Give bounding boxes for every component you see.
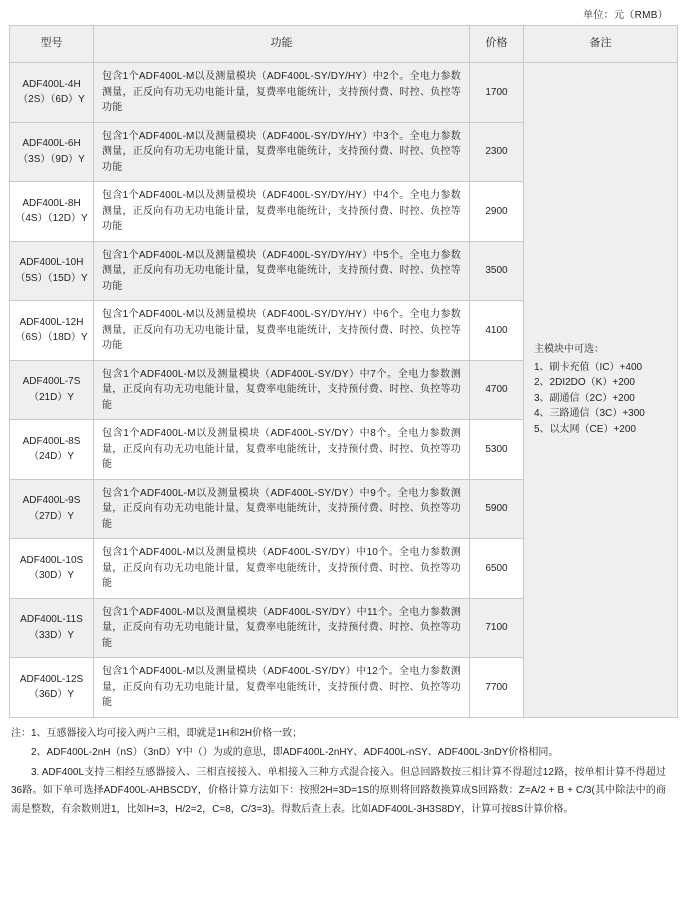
table-row (10, 63, 678, 123)
cell-function: 包含1个ADF400L-M以及测量模块（ADF400L-SY/DY）中10个。全电力参数测量，正反向有功无功电能计量，复费率电能统计，支持预付费、时控、负控等功能 (94, 539, 470, 599)
model-code: ADF400L-6H (22, 138, 81, 150)
cell-model (10, 241, 94, 301)
cell-function: 包含1个ADF400L-M以及测量模块（ADF400L-SY/DY）中12个。全电力参数测量，正反向有功无功电能计量，复费率电能统计，支持预付费、时控、负控等功能 (94, 658, 470, 718)
note-option: 5、以太网（CE）+200 (534, 423, 636, 435)
cell-model (10, 658, 94, 718)
model-code: ADF400L-10H (19, 257, 84, 269)
model-variant: （27D）Y (28, 510, 74, 522)
column-header-price: 价格 (470, 26, 524, 63)
cell-price: 7700 (470, 658, 524, 718)
pricing-table (9, 25, 678, 718)
cell-function: 包含1个ADF400L-M以及测量模块（ADF400L-SY/DY）中9个。全电力参数测量，正反向有功无功电能计量，复费率电能统计，支持预付费、时控、负控等功能 (94, 479, 470, 539)
cell-function: 包含1个ADF400L-M以及测量模块（ADF400L-SY/DY）中7个。全电力参数测量，正反向有功无功电能计量，复费率电能统计，支持预付费、时控、负控等功能 (94, 360, 470, 420)
cell-function: 包含1个ADF400L-M以及测量模块（ADF400L-SY/DY/HY）中6个。全电力参数测量，正反向有功无功电能计量，复费率电能统计，支持预付费、时控、负控等功能 (94, 301, 470, 361)
note-option: 2、2DI2DO（K）+200 (534, 377, 635, 389)
cell-function: 包含1个ADF400L-M以及测量模块（ADF400L-SY/DY）中8个。全电力参数测量，正反向有功无功电能计量，复费率电能统计，支持预付费、时控、负控等功能 (94, 420, 470, 480)
cell-price: 4100 (470, 301, 524, 361)
model-variant: （24D）Y (28, 451, 74, 463)
model-variant: （3S）（9D）Y (18, 153, 85, 165)
note-title: 主模块中可选： (534, 344, 604, 356)
model-code: ADF400L-7S (22, 376, 81, 388)
cell-model (10, 539, 94, 599)
cell-model (10, 301, 94, 361)
model-variant: （21D）Y (28, 391, 74, 403)
cell-price: 5300 (470, 420, 524, 480)
cell-function: 包含1个ADF400L-M以及测量模块（ADF400L-SY/DY/HY）中4个。全电力参数测量，正反向有功无功电能计量，复费率电能统计，支持预付费、时控、负控等功能 (94, 182, 470, 242)
cell-model (10, 182, 94, 242)
cell-note (524, 63, 678, 718)
model-code: ADF400L-4H (22, 78, 81, 90)
cell-price: 1700 (470, 63, 524, 123)
model-code: ADF400L-12S (19, 673, 84, 685)
model-variant: （6S）（18D）Y (15, 332, 88, 344)
model-variant: （5S）（15D）Y (15, 272, 88, 284)
model-code: ADF400L-12H (19, 316, 84, 328)
footnote-2: 2、ADF400L-2nH（nS）（3nD）Y中（）为或的意思，即ADF400L-2nHY、ADF400L-nSY、ADF400L-3nDY价格相同。 (31, 747, 559, 758)
cell-price: 2300 (470, 122, 524, 182)
column-header-model: 型号 (10, 26, 94, 63)
model-code: ADF400L-8H (22, 197, 81, 209)
model-code: ADF400L-9S (22, 495, 81, 507)
cell-model (10, 420, 94, 480)
table-body (10, 63, 678, 718)
cell-price: 6500 (470, 539, 524, 599)
cell-model (10, 598, 94, 658)
cell-model (10, 360, 94, 420)
footnote-3: 3. ADF400L支持三相经互感器接入、三相直接接入、单相接入三种方式混合接入。但总回路数按三相计算不得超过12路，按单相计算不得超过36路。如下单可选择ADF400L-AHBSCDY，价格计算方法如下：按照2H=3D=1S的原则将回路数换算成S回路数：Z=A/2 + B + C/3(其中除法中的商需是整数，有余数则进1，比如H=3，H/2=2，C=8，C/3=3)。得数后查上表。比如ADF400L-3H3S8DY，计算可按8S计算价格。 (11, 766, 666, 815)
model-variant: （33D）Y (28, 629, 74, 641)
cell-price: 7100 (470, 598, 524, 658)
note-option-list (534, 360, 667, 438)
table-header (10, 26, 678, 63)
cell-model (10, 63, 94, 123)
cell-price: 5900 (470, 479, 524, 539)
note-option: 4、三路通信（3C）+300 (534, 408, 645, 420)
note-option: 1、刷卡充值（IC）+400 (534, 361, 643, 373)
cell-function: 包含1个ADF400L-M以及测量模块（ADF400L-SY/DY/HY）中2个。全电力参数测量，正反向有功无功电能计量，复费率电能统计，支持预付费、时控、负控等功能 (94, 63, 470, 123)
column-header-note: 备注 (524, 26, 678, 63)
cell-model (10, 479, 94, 539)
model-code: ADF400L-10S (19, 554, 84, 566)
footnotes (6, 718, 674, 820)
model-variant: （4S）（12D）Y (15, 213, 88, 225)
cell-function: 包含1个ADF400L-M以及测量模块（ADF400L-SY/DY/HY）中5个。全电力参数测量，正反向有功无功电能计量，复费率电能统计，支持预付费、时控、负控等功能 (94, 241, 470, 301)
model-variant: （30D）Y (28, 570, 74, 582)
cell-function: 包含1个ADF400L-M以及测量模块（ADF400L-SY/DY/HY）中3个。全电力参数测量，正反向有功无功电能计量，复费率电能统计，支持预付费、时控、负控等功能 (94, 122, 470, 182)
cell-price: 4700 (470, 360, 524, 420)
cell-price: 2900 (470, 182, 524, 242)
note-option: 3、副通信（2C）+200 (534, 392, 635, 404)
model-code: ADF400L-8S (22, 435, 81, 447)
cell-function: 包含1个ADF400L-M以及测量模块（ADF400L-SY/DY）中11个。全电力参数测量，正反向有功无功电能计量，复费率电能统计，支持预付费、时控、负控等功能 (94, 598, 470, 658)
model-variant: （36D）Y (28, 689, 74, 701)
footnote-1: 注：1、互感器接入均可接入两户三相，即就是1H和2H价格一致； (11, 727, 303, 739)
unit-label: 单位：元（RMB） (583, 10, 668, 21)
model-code: ADF400L-11S (20, 614, 83, 626)
cell-price: 3500 (470, 241, 524, 301)
table-header-row (10, 26, 678, 63)
cell-model (10, 122, 94, 182)
model-variant: （2S）（6D）Y (18, 94, 85, 106)
column-header-function: 功能 (94, 26, 470, 63)
